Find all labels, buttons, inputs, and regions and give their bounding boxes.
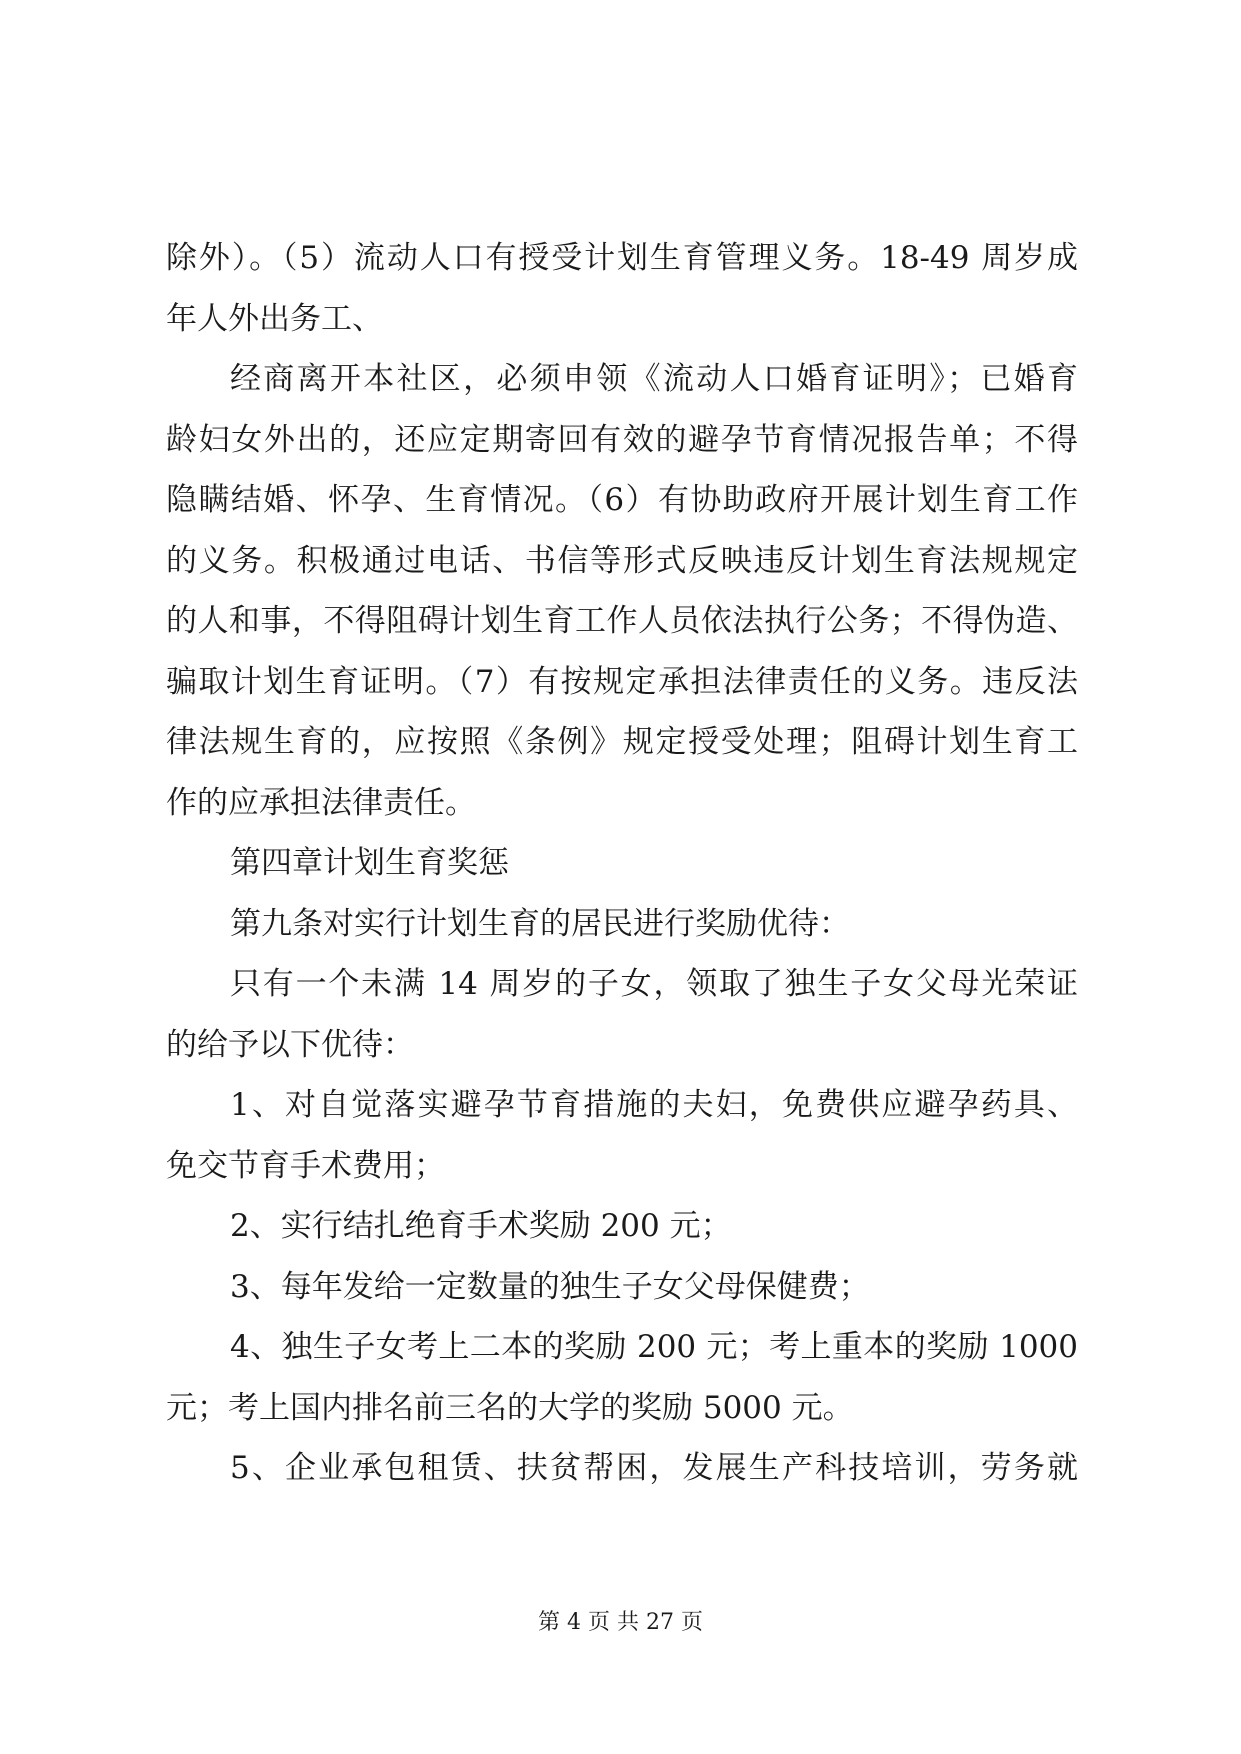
text-line: 除外）。（5）流动人口有授受计划生育管理义务。18-49 周岁成 xyxy=(166,240,1078,276)
text-line: 的义务。积极通过电话、书信等形式反映违反计划生育法规规定 xyxy=(166,542,1078,579)
text-line: 作的应承担法律责任。 xyxy=(166,784,476,821)
text-line: 的给予以下优待： xyxy=(166,1026,414,1063)
text-line: 经商离开本社区，必须申领《流动人口婚育证明》；已婚育 xyxy=(230,361,1078,397)
text-line: 4、独生子女考上二本的奖励 200 元；考上重本的奖励 1000 xyxy=(230,1329,1078,1365)
text-line: 第四章计划生育奖惩 xyxy=(230,845,509,881)
text-line: 隐瞒结婚、怀孕、生育情况。（6）有协助政府开展计划生育工作 xyxy=(166,482,1078,518)
document-body xyxy=(166,228,1078,1499)
page-number-footer: 第 4 页 共 27 页 xyxy=(538,1610,703,1635)
text-line: 只有一个未满 14 周岁的子女，领取了独生子女父母光荣证 xyxy=(230,966,1078,1002)
text-line: 龄妇女外出的，还应定期寄回有效的避孕节育情况报告单；不得 xyxy=(166,421,1078,458)
text-line: 5、企业承包租赁、扶贫帮困，发展生产科技培训，劳务就 xyxy=(230,1450,1078,1486)
text-line: 骗取计划生育证明。（7）有按规定承担法律责任的义务。违反法 xyxy=(166,663,1078,700)
text-line: 年人外出务工、 xyxy=(166,300,383,337)
text-line: 1、对自觉落实避孕节育措施的夫妇，免费供应避孕药具、 xyxy=(230,1087,1078,1123)
text-line: 的人和事，不得阻碍计划生育工作人员依法执行公务；不得伪造、 xyxy=(166,603,1078,639)
text-line: 律法规生育的，应按照《条例》规定授受处理；阻碍计划生育工 xyxy=(166,724,1078,760)
text-line: 2、实行结扎绝育手术奖励 200 元； xyxy=(230,1208,732,1244)
text-line: 免交节育手术费用； xyxy=(166,1147,445,1184)
text-line: 第九条对实行计划生育的居民进行奖励优待： xyxy=(230,905,850,942)
text-line: 元；考上国内排名前三名的大学的奖励 5000 元。 xyxy=(166,1389,854,1426)
text-line: 3、每年发给一定数量的独生子女父母保健费； xyxy=(230,1268,870,1305)
